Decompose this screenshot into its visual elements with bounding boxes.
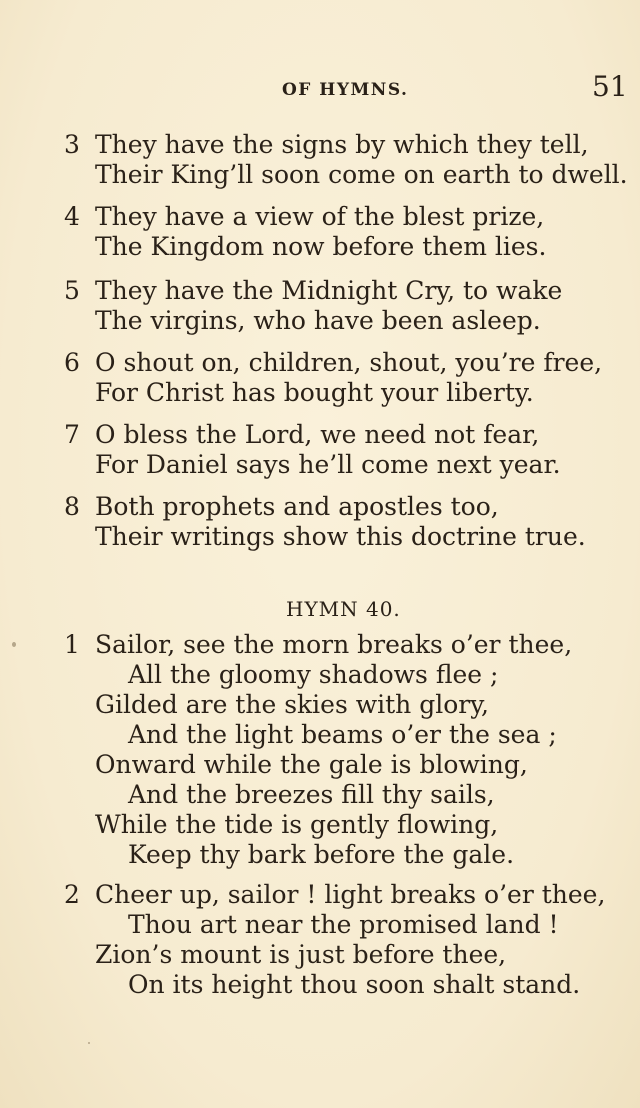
stanza-number: 5 xyxy=(64,276,80,305)
verse-line: O shout on, children, shout, you’re free, xyxy=(95,348,603,377)
stanza-number: 8 xyxy=(64,492,80,521)
verse-line: The virgins, who have been asleep. xyxy=(95,306,541,335)
page-number: 51 xyxy=(592,70,628,103)
verse-line: On its height thou soon shalt stand. xyxy=(128,970,581,999)
verse-line: Keep thy bark before the gale. xyxy=(128,840,515,869)
verse-line: Their King’ll soon come on earth to dwell. xyxy=(95,160,628,189)
stanza-number: 3 xyxy=(64,130,80,159)
verse-line: Zion’s mount is just before thee, xyxy=(95,940,507,969)
paper-speck xyxy=(88,1042,90,1044)
stanza-number: 2 xyxy=(64,880,80,909)
stanza-number: 7 xyxy=(64,420,80,449)
verse-line: They have the Midnight Cry, to wake xyxy=(95,276,563,305)
verse-line: And the breezes fill thy sails, xyxy=(128,780,495,809)
running-head: OF HYMNS. xyxy=(282,80,409,100)
verse-line: Both prophets and apostles too, xyxy=(95,492,499,521)
verse-line: Their writings show this doctrine true. xyxy=(95,522,586,551)
hymn-title: HYMN 40. xyxy=(286,597,401,621)
verse-line: Gilded are the skies with glory, xyxy=(95,690,489,719)
verse-line: Onward while the gale is blowing, xyxy=(95,750,528,779)
stanza-number: 4 xyxy=(64,202,80,231)
verse-line: For Christ has bought your liberty. xyxy=(95,378,534,407)
paper-speck xyxy=(12,642,16,647)
verse-line: For Daniel says he’ll come next year. xyxy=(95,450,561,479)
verse-line: They have the signs by which they tell, xyxy=(95,130,589,159)
verse-line: All the gloomy shadows flee ; xyxy=(128,660,499,689)
verse-line: They have a view of the blest prize, xyxy=(95,202,545,231)
verse-line: Sailor, see the morn breaks o’er thee, xyxy=(95,630,573,659)
verse-line: O bless the Lord, we need not fear, xyxy=(95,420,540,449)
stanza-number: 1 xyxy=(64,630,80,659)
verse-line: Cheer up, sailor ! light breaks o’er thee, xyxy=(95,880,606,909)
verse-line: Thou art near the promised land ! xyxy=(128,910,559,939)
verse-line: While the tide is gently flowing, xyxy=(95,810,499,839)
verse-line: And the light beams o’er the sea ; xyxy=(128,720,557,749)
verse-line: The Kingdom now before them lies. xyxy=(95,232,547,261)
stanza-number: 6 xyxy=(64,348,80,377)
